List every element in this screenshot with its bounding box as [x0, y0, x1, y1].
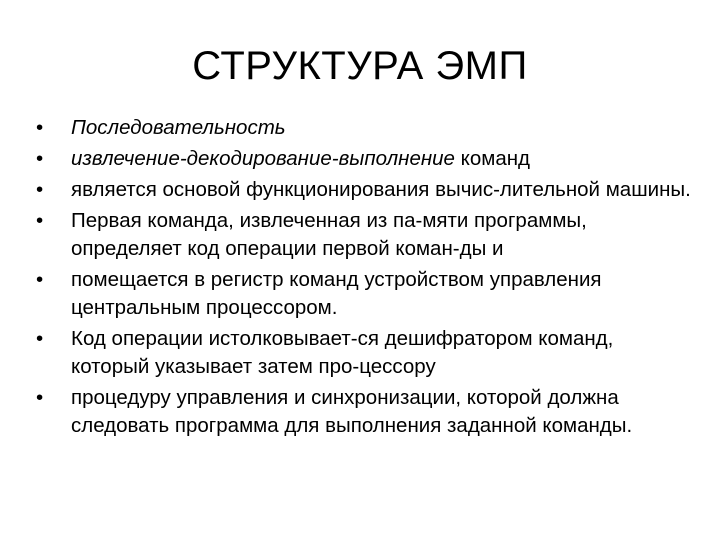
bullet-text: процедуру управления и синхронизации, которой должна следовать программа для выполнения заданной команды. — [71, 386, 633, 437]
bullet-item — [36, 207, 696, 263]
slide-title: СТРУКТУРА ЭМП — [192, 44, 528, 88]
bullet-item — [36, 325, 696, 381]
bullet-item — [36, 145, 696, 173]
bullet-icon: • — [36, 178, 44, 201]
bullet-icon: • — [36, 386, 44, 409]
bullet-icon: • — [36, 147, 44, 170]
bullet-item — [36, 114, 696, 142]
bullet-text: является основой функционирования вычис-лительной машины. — [71, 178, 691, 201]
bullet-item — [36, 176, 696, 204]
bullet-icon: • — [36, 268, 44, 291]
bullet-item — [36, 266, 696, 322]
bullet-icon: • — [36, 116, 44, 139]
bullet-item — [36, 384, 696, 440]
bullet-text: помещается в регистр команд устройством управления центральным процессором. — [71, 268, 602, 319]
bullet-text: Первая команда, извлеченная из па-мяти программы, определяет код операции первой коман-ды и — [71, 209, 587, 260]
bullet-icon: • — [36, 209, 44, 232]
bullet-list — [36, 114, 696, 443]
bullet-text: Код операции истолковывает-ся дешифратором команд, который указывает затем про-цессору — [71, 327, 614, 378]
bullet-text: команд — [454, 147, 531, 170]
bullet-emphasis: Последовательность — [71, 116, 286, 139]
bullet-icon: • — [36, 327, 44, 350]
bullet-emphasis: извлечение-декодирование-выполнение — [71, 147, 455, 170]
